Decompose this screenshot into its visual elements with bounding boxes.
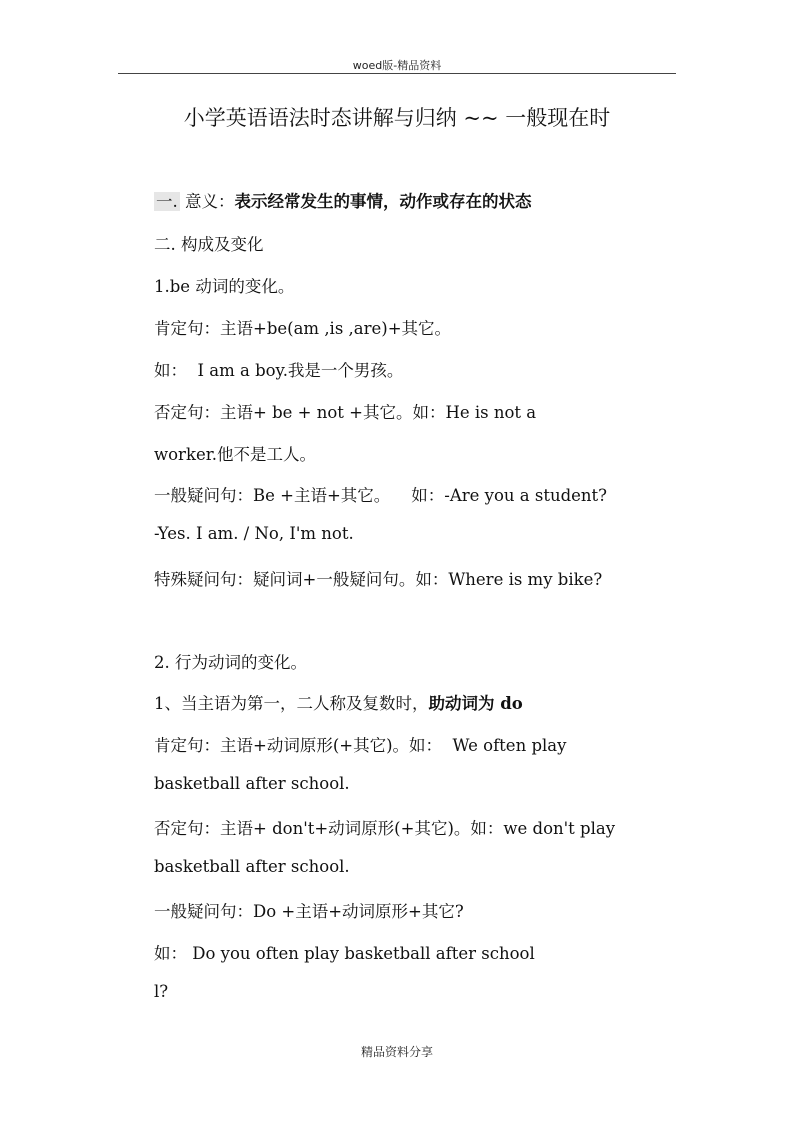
- meaning-definition: 表示经常发生的事情，动作或存在的状态: [234, 192, 532, 211]
- be-verb-heading: 1.be 动词的变化。: [154, 277, 295, 296]
- section-structure-heading: 二. 构成及变化: [154, 235, 264, 254]
- be-wh-question-rule: 特殊疑问句：疑问词+一般疑问句。如：Where is my bike?: [154, 570, 603, 589]
- do-negative-rule: 否定句：主语+ don't+动词原形(+其它)。如：we don't play: [154, 819, 616, 838]
- do-affirmative-example: basketball after school.: [154, 774, 350, 793]
- page-footer: 精品资料分享: [360, 1045, 433, 1059]
- be-negative-example: worker.他不是工人。: [154, 445, 317, 464]
- highlighted-section-number: 一.: [156, 192, 178, 211]
- do-question-rule: 一般疑问句：Do +主语+动词原形+其它?: [154, 902, 464, 921]
- header-divider: [118, 73, 676, 74]
- do-subject-text: 1、当主语为第一，二人称及复数时，: [154, 694, 429, 713]
- do-affirmative-rule: 肯定句：主语+动词原形(+其它)。如： We often play: [154, 736, 567, 755]
- be-affirmative-example: 如： I am a boy.我是一个男孩。: [154, 361, 404, 380]
- do-question-example-end: l?: [154, 982, 169, 1001]
- do-subject-rule: [154, 690, 523, 714]
- do-question-example: 如： Do you often play basketball after school: [154, 944, 535, 963]
- document-title: 小学英语语法时态讲解与归纳 ~~ 一般现在时: [183, 106, 611, 130]
- do-negative-example: basketball after school.: [154, 857, 350, 876]
- meaning-label: 意义：: [179, 192, 235, 211]
- action-verb-heading: 2. 行为动词的变化。: [154, 653, 307, 672]
- be-affirmative-rule: 肯定句：主语+be(am ,is ,are)+其它。: [154, 319, 452, 338]
- section-meaning: [154, 188, 532, 212]
- be-question-rule: 一般疑问句：Be +主语+其它。 如：-Are you a student?: [154, 486, 608, 505]
- do-auxiliary-text: 助动词为 do: [428, 694, 523, 713]
- be-question-answer: -Yes. I am. / No, I'm not.: [154, 524, 354, 543]
- page-header: woed版-精品资料: [352, 59, 442, 72]
- be-negative-rule: 否定句：主语+ be + not +其它。如：He is not a: [154, 403, 537, 422]
